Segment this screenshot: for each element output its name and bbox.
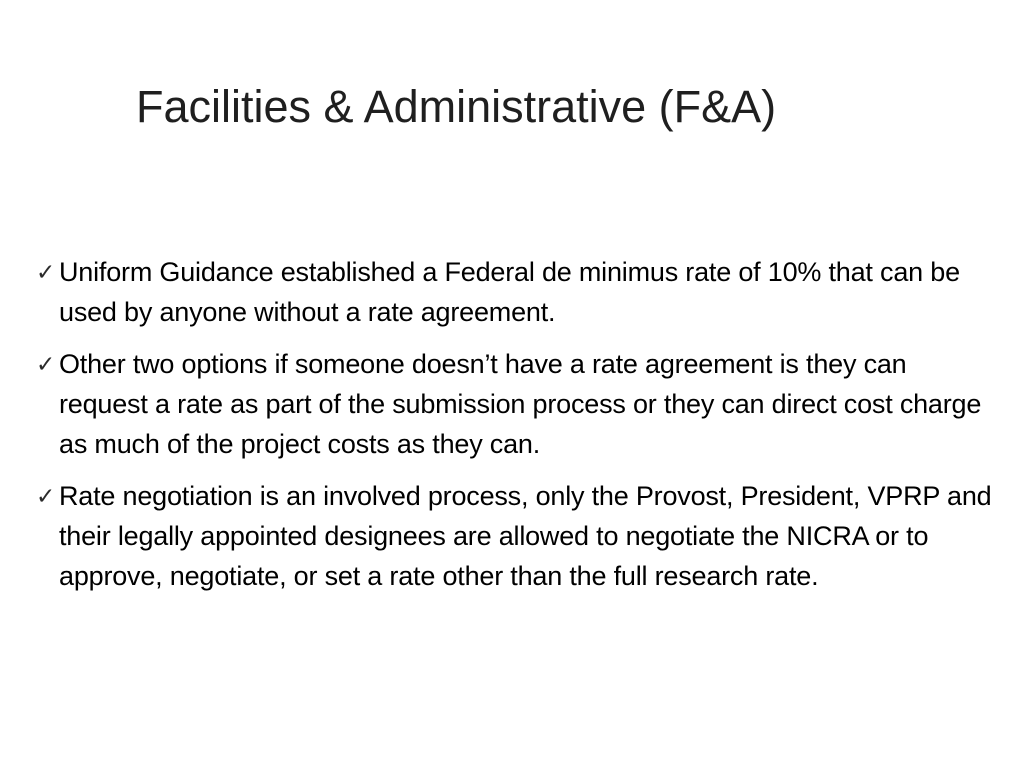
slide-title: Facilities & Administrative (F&A) bbox=[136, 81, 777, 132]
bullet-item bbox=[36, 252, 996, 332]
check-icon: ✓ bbox=[36, 484, 56, 510]
check-icon: ✓ bbox=[36, 260, 56, 286]
bullet-text: Uniform Guidance established a Federal de minimus rate of 10% that can be used by anyone without a rate agreement. bbox=[59, 257, 960, 327]
bullet-text: Other two options if someone doesn’t have a rate agreement is they can request a rate as part of the submission process or they can direct cost charge as much of the project costs as they can. bbox=[59, 349, 982, 459]
bullet-list bbox=[36, 252, 996, 608]
check-icon: ✓ bbox=[36, 352, 56, 378]
bullet-item bbox=[36, 476, 996, 596]
bullet-item bbox=[36, 344, 996, 464]
bullet-text: Rate negotiation is an involved process, only the Provost, President, VPRP and their legally appointed designees are allowed to negotiate the NICRA or to approve, negotiate, or set a rate other than the full research rate. bbox=[59, 481, 992, 591]
